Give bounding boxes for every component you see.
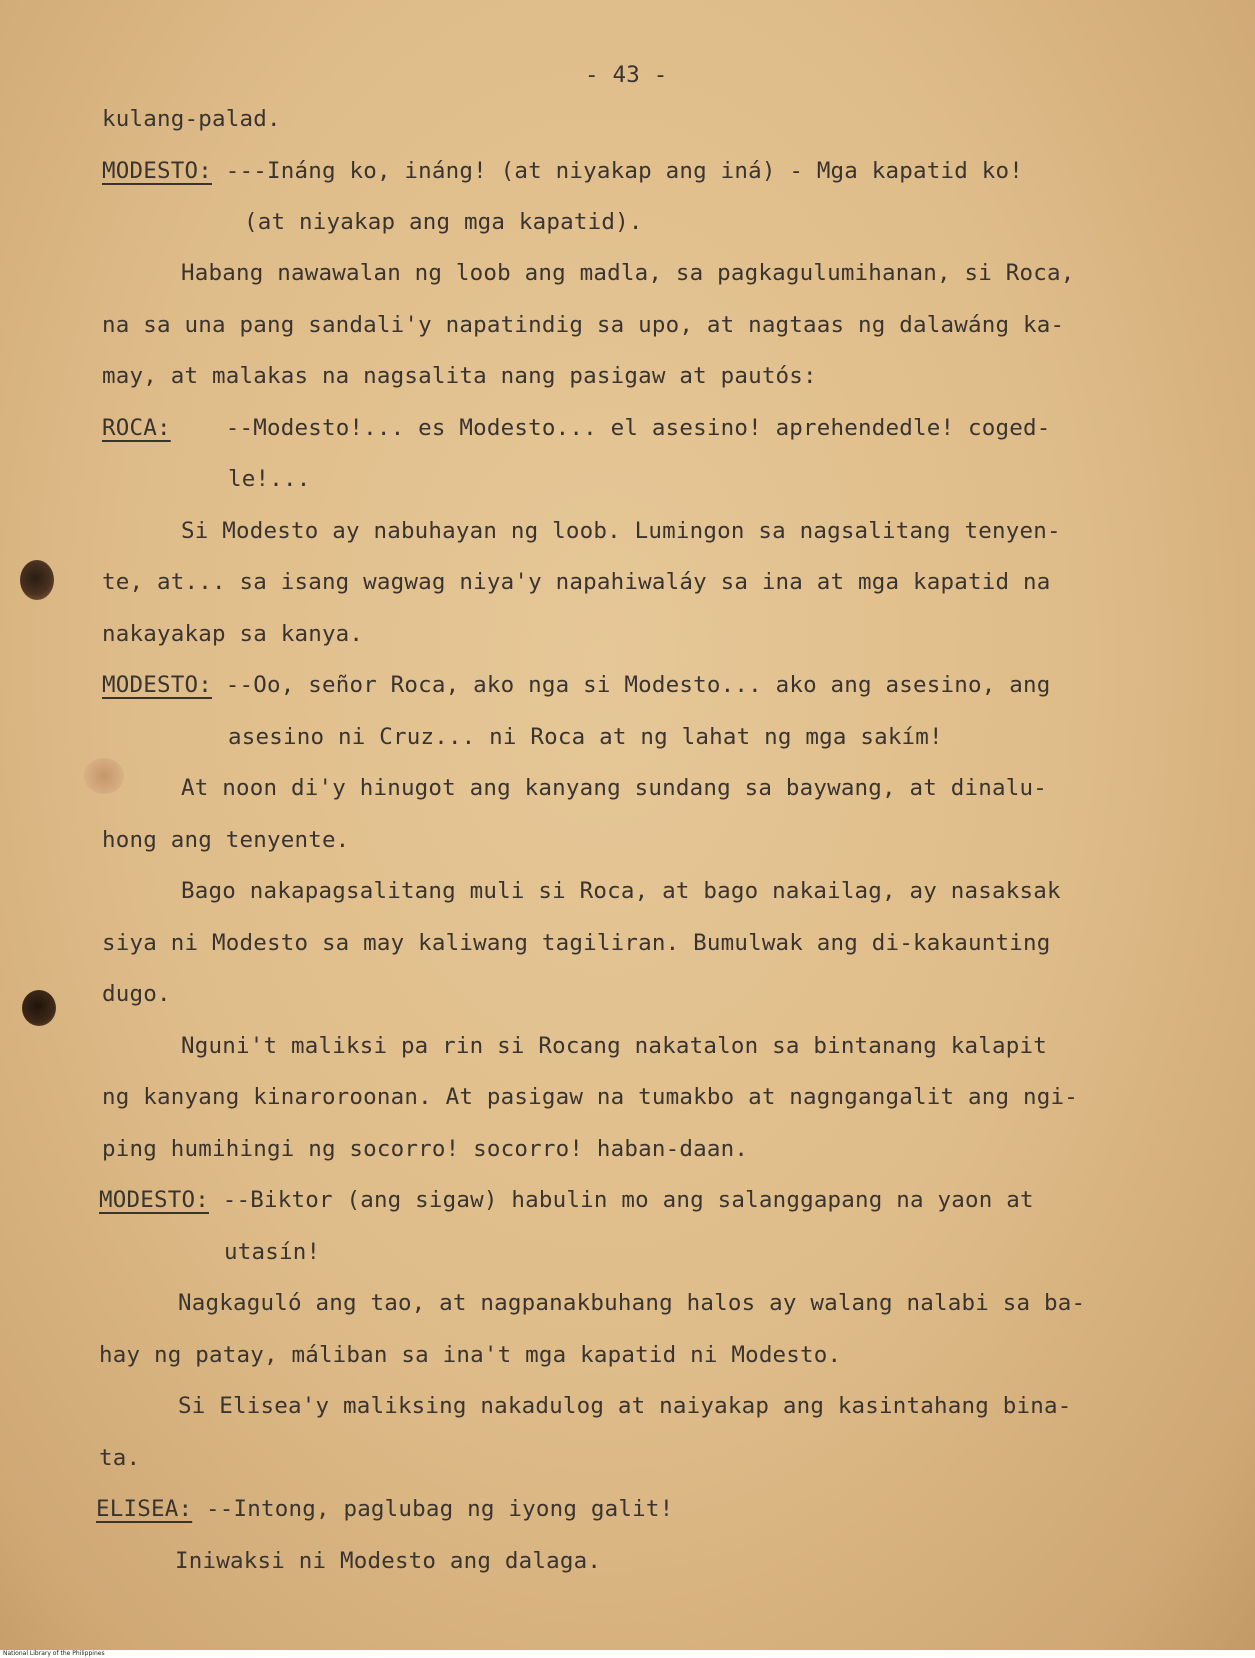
line-text: --Modesto!... es Modesto... el asesino! aprehendedle! coged-	[170, 415, 1051, 441]
line-text: kulang-palad.	[102, 106, 281, 132]
text-line	[102, 827, 349, 853]
text-line	[102, 672, 1051, 698]
line-text: le!...	[228, 466, 311, 492]
text-line	[99, 1445, 140, 1471]
line-text: utasín!	[224, 1239, 321, 1265]
speaker-name: ROCA:	[102, 415, 171, 441]
line-text: dugo.	[102, 981, 171, 1007]
text-line	[181, 775, 1047, 801]
line-text: Si Elisea'y maliksing nakadulog at naiyakap ang kasintahang bina-	[178, 1393, 1072, 1419]
page-number: - 43 -	[585, 62, 668, 88]
punch-hole	[84, 758, 124, 794]
punch-hole	[22, 990, 56, 1026]
line-text: asesino ni Cruz... ni Roca at ng lahat ng mga sakím!	[228, 724, 943, 750]
text-line	[228, 466, 310, 492]
line-text: Iniwaksi ni Modesto ang dalaga.	[175, 1548, 602, 1574]
line-text: na sa una pang sandali'y napatindig sa upo, at nagtaas ng dalawáng ka-	[102, 312, 1065, 338]
line-text: nakayakap sa kanya.	[102, 621, 364, 647]
line-text: --Biktor (ang sigaw) habulin mo ang salanggapang na yaon at	[208, 1187, 1034, 1213]
text-line	[102, 363, 817, 389]
speaker-name: MODESTO:	[102, 158, 212, 184]
text-line	[102, 930, 1050, 956]
line-text: may, at malakas na nagsalita nang pasigaw at pautós:	[102, 363, 817, 389]
footer-credit: National Library of the Philippines	[0, 1650, 1255, 1658]
text-line	[99, 1342, 841, 1368]
text-line	[102, 415, 1051, 441]
punch-hole	[20, 560, 54, 600]
text-line	[244, 209, 643, 235]
text-line	[102, 106, 281, 132]
speaker-name: MODESTO:	[102, 672, 212, 698]
line-text: Nagkaguló ang tao, at nagpanakbuhang halos ay walang nalabi sa ba-	[178, 1290, 1086, 1316]
line-text: Si Modesto ay nabuhayan ng loob. Lumingon sa nagsalitang tenyen-	[181, 518, 1061, 544]
text-line	[102, 1136, 748, 1162]
line-text: (at niyakap ang mga kapatid).	[244, 209, 643, 235]
text-line	[99, 1187, 1034, 1213]
text-line	[102, 1084, 1078, 1110]
text-line	[102, 312, 1064, 338]
line-text: ng kanyang kinaroroonan. At pasigaw na tumakbo at nagngangalit ang ngi-	[102, 1084, 1078, 1110]
text-line	[181, 878, 1061, 904]
speaker-name: MODESTO:	[99, 1187, 209, 1213]
text-line	[224, 1239, 320, 1265]
line-text: --Oo, señor Roca, ako nga si Modesto... ako ang asesino, ang	[211, 672, 1051, 698]
line-text: ta.	[99, 1445, 141, 1471]
text-line	[228, 724, 943, 750]
text-line	[96, 1496, 673, 1522]
text-line	[102, 621, 363, 647]
text-line	[102, 569, 1050, 595]
text-line	[181, 1033, 1047, 1059]
line-text: te, at... sa isang wagwag niya'y napahiwaláy sa ina at mga kapatid na	[102, 569, 1051, 595]
text-line	[102, 981, 171, 1007]
text-line	[175, 1548, 601, 1574]
line-text: --Intong, paglubag ng iyong galit!	[192, 1496, 674, 1522]
line-text: hay ng patay, máliban sa ina't mga kapatid ni Modesto.	[99, 1342, 842, 1368]
line-text: Nguni't maliksi pa rin si Rocang nakatalon sa bintanang kalapit	[181, 1033, 1048, 1059]
line-text: hong ang tenyente.	[102, 827, 350, 853]
line-text: Bago nakapagsalitang muli si Roca, at bago nakailag, ay nasaksak	[181, 878, 1061, 904]
text-line	[178, 1393, 1072, 1419]
line-text: At noon di'y hinugot ang kanyang sundang sa baywang, at dinalu-	[181, 775, 1048, 801]
line-text: ping humihingi ng socorro! socorro! haban-daan.	[102, 1136, 749, 1162]
text-line	[102, 158, 1023, 184]
line-text: siya ni Modesto sa may kaliwang tagiliran. Bumulwak ang di-kakaunting	[102, 930, 1051, 956]
text-line	[178, 1290, 1085, 1316]
text-line	[181, 260, 1075, 286]
speaker-name: ELISEA:	[96, 1496, 193, 1522]
line-text: ---Ináng ko, ináng! (at niyakap ang iná) - Mga kapatid ko!	[211, 158, 1024, 184]
line-text: Habang nawawalan ng loob ang madla, sa pagkagulumihanan, si Roca,	[181, 260, 1075, 286]
text-line	[181, 518, 1061, 544]
